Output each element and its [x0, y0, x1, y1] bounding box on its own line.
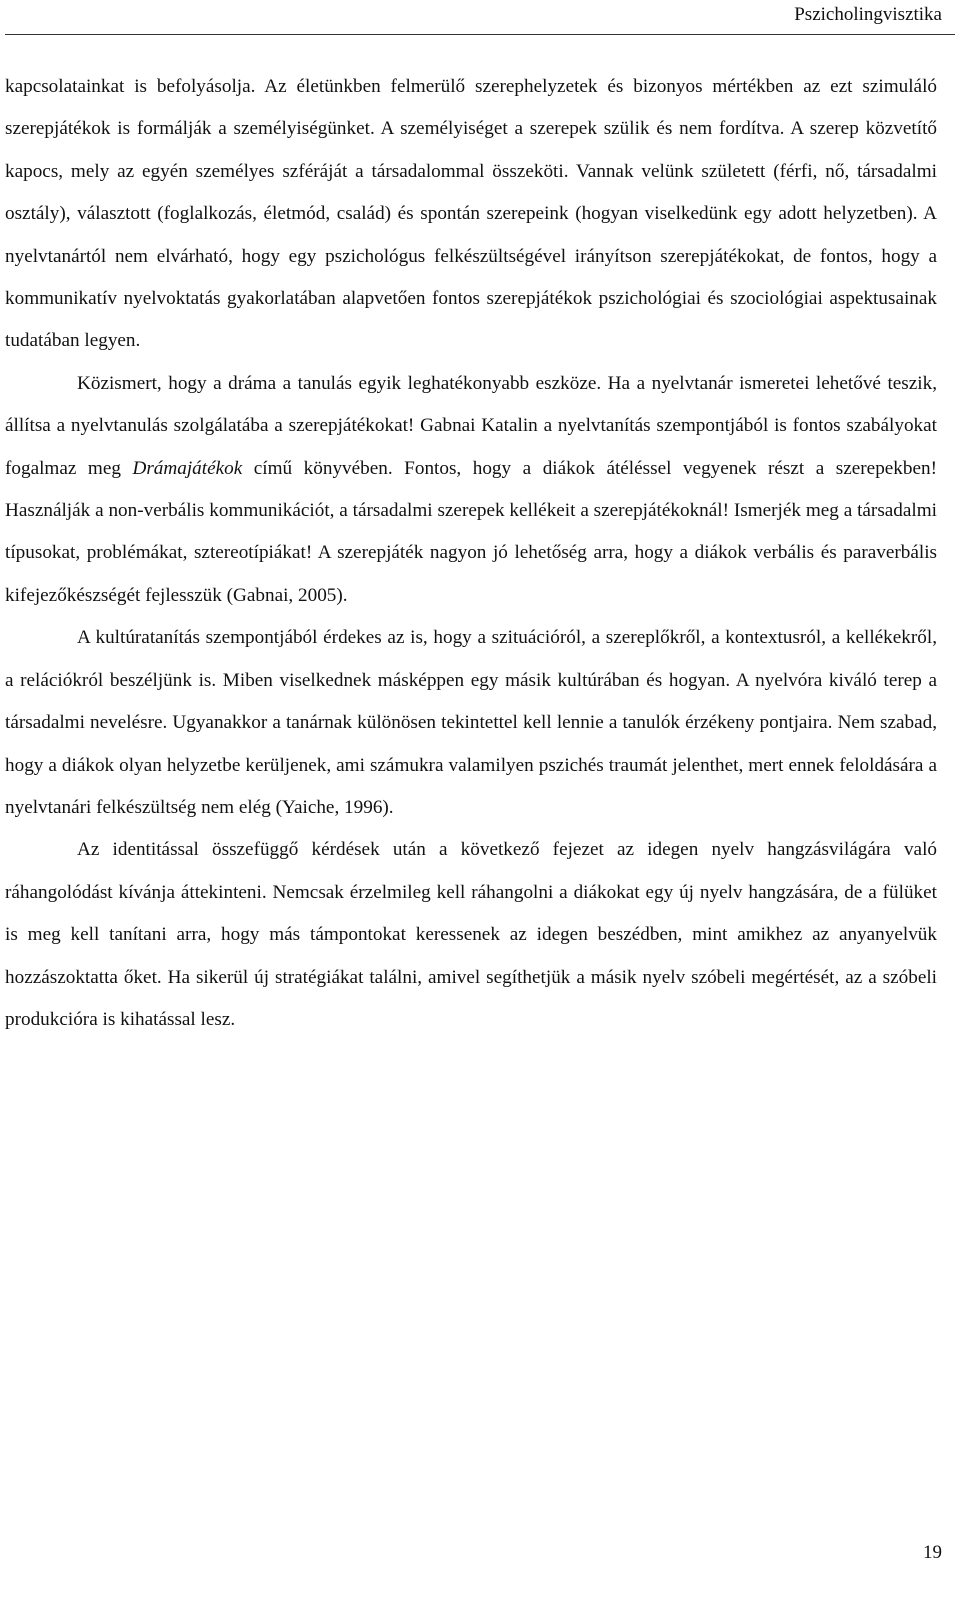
paragraph-4	[5, 829, 937, 1041]
running-header	[0, 0, 960, 38]
running-header-title: Pszicholingvisztika	[794, 4, 942, 25]
paragraph-1-text: kapcsolatainkat is befolyásolja. Az életünkben felmerülő szerephelyzetek és bizonyos mértékben az ezt szimuláló szerepjátékok is formálják a személyiségünket. A személyiséget a szerepek szülik és nem fordítva. A szerep közvetítő kapocs, mely az egyén személyes szféráját a társadalommal összeköti. Vannak velünk született (férfi, nő, társadalmi osztály), választott (foglalkozás, életmód, család) és spontán szerepeink (hogyan viselkedünk egy adott helyzetben). A nyelvtanártól nem elvárható, hogy egy pszichológus felkészültségével irányítson szerepjátékokat, de fontos, hogy a kommunikatív nyelvoktatás gyakorlatában alapvetően fontos szerepjátékok pszichológiai és szociológiai aspektusainak tudatában legyen.	[5, 76, 937, 352]
paragraph-2-text-start: Közismert, hogy a dráma a tanulás egyik leghatékonyabb eszköze. Ha a nyelvtanár ismeretei lehetővé teszik, állítsa a nyelvtanulás szolgálatába a szerepjátékokat! Gabnai Katalin a nyelvtanítás szempontjából is fontos szabályokat fogalmaz meg	[5, 372, 937, 479]
page-number: 19	[923, 1542, 942, 1563]
paragraph-3	[5, 617, 937, 829]
paragraph-2-text-end: című könyvében. Fontos, hogy a diákok átéléssel vegyenek részt a szerepekben! Használják a non-verbális kommunikációt, a társadalmi szerepek kellékeit a szerepjátékoknál! Ismerjék meg a társadalmi típusokat, problémákat, sztereotípiákat! A szerepjáték nagyon jó lehetőség arra, hogy a diákok verbális és paraverbális kifejezőkészségét fejlesszük (Gabnai, 2005).	[5, 457, 937, 606]
paragraph-2	[5, 363, 937, 617]
paragraph-3-text: A kultúratanítás szempontjából érdekes az is, hogy a szituációról, a szereplőkről, a kontextusról, a kellékekről, a relációkról beszéljünk is. Miben viselkednek másképpen egy másik kultúrában és hogyan. A nyelvóra kiváló terep a társadalmi nevelésre. Ugyanakkor a tanárnak különösen tekintettel kell lennie a tanulók érzékeny pontjaira. Nem szabad, hogy a diákok olyan helyzetbe kerüljenek, ami számukra valamilyen pszichés traumát jelenthet, mert ennek feloldására a nyelvtanári felkészültség nem elég (Yaiche, 1996).	[5, 627, 937, 818]
paragraph-1	[5, 66, 937, 363]
body-text	[5, 66, 937, 1041]
paragraph-4-text: Az identitással összefüggő kérdések után a következő fejezet az idegen nyelv hangzásvilágára való ráhangolódást kívánja áttekinteni. Nemcsak érzelmileg kell ráhangolni a diákokat egy új nyelv hangzására, de a fülüket is meg kell tanítani arra, hogy más támpontokat keressenek az idegen beszédben, mint amikhez az anyanyelvük hozzászoktatta őket. Ha sikerül új stratégiákat találni, amivel segíthetjük a másik nyelv szóbeli megértését, az a szóbeli produkcióra is kihatással lesz.	[5, 839, 937, 1030]
book-title: Drámajátékok	[132, 457, 243, 479]
header-rule	[5, 34, 955, 35]
